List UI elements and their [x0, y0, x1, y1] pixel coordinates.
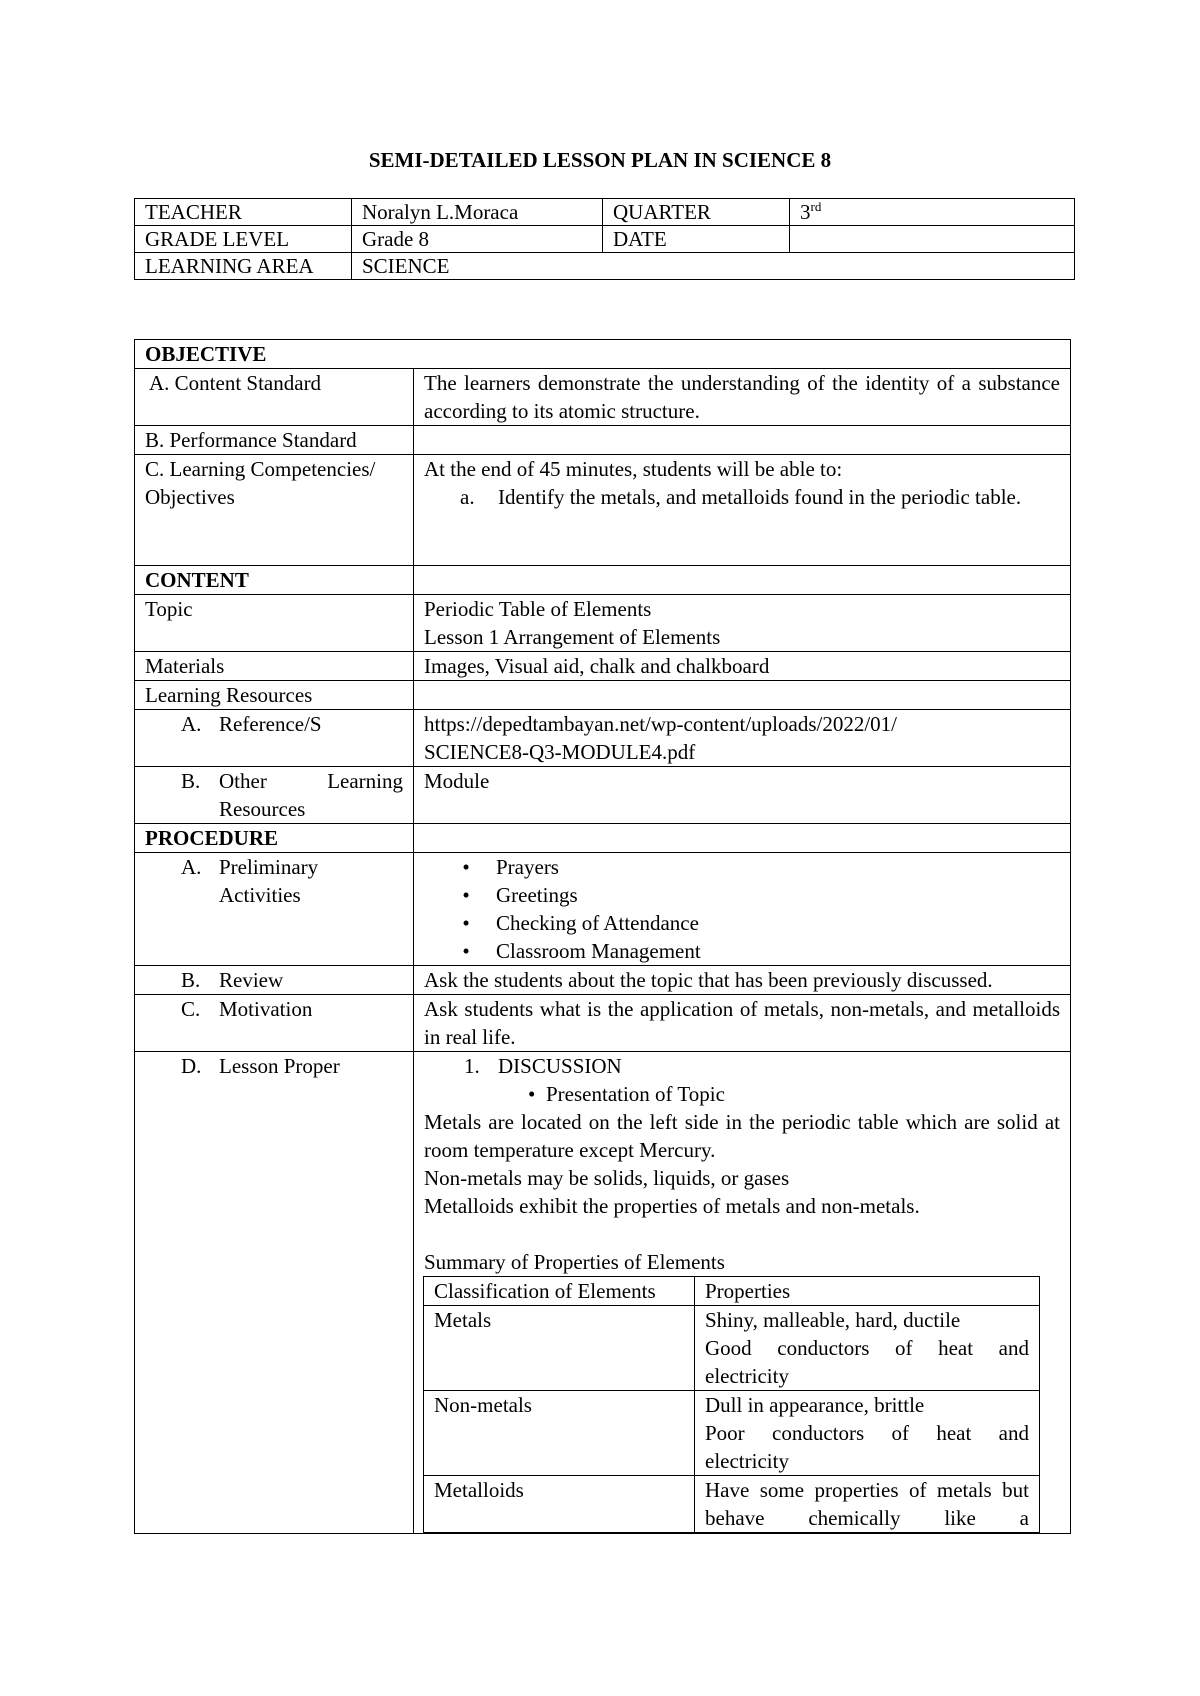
list-item: • Greetings	[462, 883, 578, 907]
list-marker: B.	[181, 968, 201, 992]
table-row	[135, 652, 1071, 681]
list-marker: C.	[181, 997, 201, 1021]
other-resources-value: Module	[414, 767, 1071, 824]
table-row	[135, 1052, 1071, 1534]
teacher-label: TEACHER	[135, 199, 352, 226]
lesson-table	[134, 339, 1071, 1534]
table-row	[135, 595, 1071, 652]
other-resources-label	[135, 767, 414, 824]
prelim-list	[424, 853, 1060, 965]
list-marker: A.	[181, 712, 202, 736]
summary-props: Dull in appearance, brittle Poor conductors of heat and electricity	[695, 1391, 1040, 1476]
table-row	[135, 369, 1071, 426]
table-row	[135, 455, 1071, 566]
table-row	[135, 824, 1071, 853]
date-label: DATE	[603, 226, 790, 253]
list-item: • Checking of Attendance	[462, 911, 699, 935]
table-row	[135, 767, 1071, 824]
review-label	[135, 966, 414, 995]
table-row	[424, 1391, 1040, 1476]
lesson-value	[414, 1052, 1071, 1534]
date-value	[790, 226, 1075, 253]
list-marker: A.	[181, 855, 202, 879]
table-row	[135, 853, 1071, 966]
prelim-text: Preliminary Activities	[219, 855, 319, 907]
area-value: SCIENCE	[352, 253, 1075, 280]
area-label: LEARNING AREA	[135, 253, 352, 280]
table-row	[135, 966, 1071, 995]
resources-value	[414, 681, 1071, 710]
table-row	[135, 253, 1075, 280]
list-marker: a.	[460, 485, 475, 509]
procedure-heading: PROCEDURE	[135, 824, 414, 853]
review-text: Review	[219, 968, 284, 992]
table-row	[135, 426, 1071, 455]
summary-class: Metalloids	[424, 1476, 695, 1533]
content-heading-empty	[414, 566, 1071, 595]
quarter-value	[790, 199, 1075, 226]
summary-props: Have some properties of metals but behave chemically like a	[695, 1476, 1040, 1533]
competencies-value	[414, 455, 1071, 566]
competencies-label: C. Learning Competencies/ Objectives	[135, 455, 414, 566]
content-standard-label: A. Content Standard	[135, 369, 414, 426]
quarter-suffix: rd	[810, 199, 822, 214]
reference-text: Reference/S	[219, 712, 322, 736]
info-table	[134, 198, 1075, 280]
para-nonmetals: Non-metals may be solids, liquids, or gases	[424, 1166, 790, 1190]
grade-label: GRADE LEVEL	[135, 226, 352, 253]
list-marker: D.	[181, 1054, 202, 1078]
table-row	[135, 995, 1071, 1052]
reference-label	[135, 710, 414, 767]
lesson-text: Lesson Proper	[219, 1054, 340, 1078]
list-item: • Prayers	[462, 855, 559, 879]
table-row	[424, 1277, 1040, 1306]
review-value: Ask the students about the topic that has been previously discussed.	[414, 966, 1071, 995]
summary-props: Shiny, malleable, hard, ductile Good conductors of heat and electricity	[695, 1306, 1040, 1391]
page-title: SEMI-DETAILED LESSON PLAN IN SCIENCE 8	[368, 148, 832, 172]
competencies-intro: At the end of 45 minutes, students will be able to:	[424, 457, 843, 481]
prelim-label	[135, 853, 414, 966]
resources-label: Learning Resources	[135, 681, 414, 710]
quarter-label: QUARTER	[603, 199, 790, 226]
lesson-label	[135, 1052, 414, 1534]
table-row	[135, 681, 1071, 710]
performance-standard-label: B. Performance Standard	[135, 426, 414, 455]
materials-value: Images, Visual aid, chalk and chalkboard	[414, 652, 1071, 681]
summary-title: Summary of Properties of Elements	[424, 1250, 725, 1274]
list-item: • Classroom Management	[462, 939, 701, 963]
motivation-value: Ask students what is the application of metals, non-metals, and metalloids in real life.	[414, 995, 1071, 1052]
para-metals: Metals are located on the left side in the periodic table which are solid at room temperature except Mercury.	[424, 1110, 1060, 1162]
topic-line: Periodic Table of Elements	[424, 597, 652, 621]
summary-header-props: Properties	[695, 1277, 1040, 1306]
table-row	[135, 199, 1075, 226]
para-metalloids: Metalloids exhibit the properties of metals and non-metals.	[424, 1194, 920, 1218]
topic-label: Topic	[135, 595, 414, 652]
topic-line: Lesson 1 Arrangement of Elements	[424, 625, 721, 649]
summary-class: Non-metals	[424, 1391, 695, 1476]
table-row	[135, 226, 1075, 253]
table-row	[424, 1306, 1040, 1391]
content-standard-value: The learners demonstrate the understanding of the identity of a substance according to its atomic structure.	[414, 369, 1071, 426]
reference-link[interactable]: SCIENCE8-Q3-MODULE4.pdf	[424, 740, 696, 764]
competency-text: Identify the metals, and metalloids found in the periodic table.	[498, 485, 1022, 509]
content-heading: CONTENT	[135, 566, 414, 595]
list-marker: B.	[181, 769, 201, 793]
list-item	[424, 483, 1060, 511]
topic-value	[414, 595, 1071, 652]
discussion-heading: 1. DISCUSSION	[464, 1054, 622, 1078]
table-row	[135, 566, 1071, 595]
grade-value: Grade 8	[352, 226, 603, 253]
table-row	[135, 710, 1071, 767]
reference-link[interactable]: https://depedtambayan.net/wp-content/uploads/2022/01/	[424, 712, 897, 736]
procedure-heading-empty	[414, 824, 1071, 853]
motivation-text: Motivation	[219, 997, 313, 1021]
summary-header-class: Classification of Elements	[424, 1277, 695, 1306]
summary-class: Metals	[424, 1306, 695, 1391]
prelim-value	[414, 853, 1071, 966]
reference-value	[414, 710, 1071, 767]
properties-table	[423, 1276, 1040, 1533]
table-row	[424, 1476, 1040, 1533]
performance-standard-value	[414, 426, 1071, 455]
motivation-label	[135, 995, 414, 1052]
objective-heading: OBJECTIVE	[135, 340, 1071, 369]
materials-label: Materials	[135, 652, 414, 681]
quarter-number: 3	[800, 200, 811, 224]
other-resources-text: Other Learning Resources	[219, 769, 403, 821]
presentation-item: • Presentation of Topic	[528, 1082, 725, 1106]
teacher-value: Noralyn L.Moraca	[352, 199, 603, 226]
table-row	[135, 340, 1071, 369]
